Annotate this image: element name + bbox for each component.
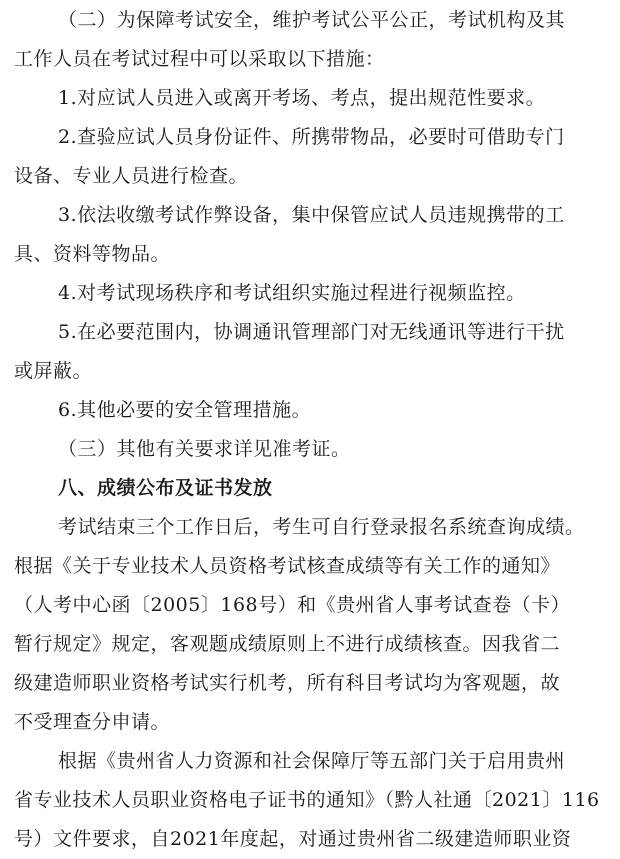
paragraph-line xyxy=(0,78,620,118)
paragraph-line xyxy=(0,273,620,313)
paragraph-line xyxy=(0,390,620,430)
line-text: 级建造师职业资格考试实行机考，所有科目考试均为客观题，故 xyxy=(14,672,561,694)
paragraph-line xyxy=(0,546,620,586)
line-text: 3.依法收缴考试作弊设备，集中保管应试人员违规携带的工 xyxy=(58,204,565,226)
paragraph-line xyxy=(0,429,620,469)
paragraph-line xyxy=(0,234,620,274)
line-text: 不受理查分申请。 xyxy=(14,711,171,733)
paragraph-line xyxy=(0,819,620,859)
paragraph-line xyxy=(0,312,620,352)
line-text: 号）文件要求，自2021年度起，对通过贵州省二级建造师职业资 xyxy=(14,828,572,850)
paragraph-line xyxy=(0,0,620,40)
line-text: 省专业技术人员职业资格电子证书的通知》（黔人社通〔2021〕116 xyxy=(14,789,600,811)
line-text: 具、资料等物品。 xyxy=(14,243,171,265)
line-text: 设备、专业人员进行检查。 xyxy=(14,165,249,187)
paragraph-line xyxy=(0,702,620,742)
paragraph-line xyxy=(0,39,620,79)
line-text: 6.其他必要的安全管理措施。 xyxy=(58,399,312,421)
paragraph-line xyxy=(0,195,620,235)
paragraph-line xyxy=(0,663,620,703)
paragraph-line xyxy=(0,780,620,820)
line-text: 工作人员在考试过程中可以采取以下措施： xyxy=(14,48,385,70)
line-text: （三）其他有关要求详见准考证。 xyxy=(58,438,351,460)
paragraph-line xyxy=(0,624,620,664)
paragraph-line xyxy=(0,585,620,625)
line-text: 或屏蔽。 xyxy=(14,360,93,382)
paragraph-line xyxy=(0,156,620,196)
line-text: 4.对考试现场秩序和考试组织实施过程进行视频监控。 xyxy=(58,282,526,304)
paragraph-line xyxy=(0,117,620,157)
line-text: 暂行规定》规定，客观题成绩原则上不进行成绩核查。因我省二 xyxy=(14,633,561,655)
line-text: 根据《贵州省人力资源和社会保障厅等五部门关于启用贵州 xyxy=(58,750,566,772)
line-text: 考试结束三个工作日后，考生可自行登录报名系统查询成绩。 xyxy=(58,516,585,538)
line-text: 根据《关于专业技术人员资格考试核查成绩等有关工作的通知》 xyxy=(14,555,561,577)
section-heading-text: 八、成绩公布及证书发放 xyxy=(58,477,273,499)
paragraph-line xyxy=(0,351,620,391)
line-text: 5.在必要范围内，协调通讯管理部门对无线通讯等进行干扰 xyxy=(58,321,565,343)
paragraph-line xyxy=(0,741,620,781)
paragraph-line xyxy=(0,507,620,547)
line-text: （人考中心函〔2005〕168号）和《贵州省人事考试查卷（卡） xyxy=(14,594,571,616)
line-text: （二）为保障考试安全，维护考试公平公正，考试机构及其 xyxy=(58,9,566,31)
section-heading xyxy=(0,468,620,508)
line-text: 1.对应试人员进入或离开考场、考点，提出规范性要求。 xyxy=(58,87,546,109)
line-text: 2.查验应试人员身份证件、所携带物品，必要时可借助专门 xyxy=(58,126,565,148)
